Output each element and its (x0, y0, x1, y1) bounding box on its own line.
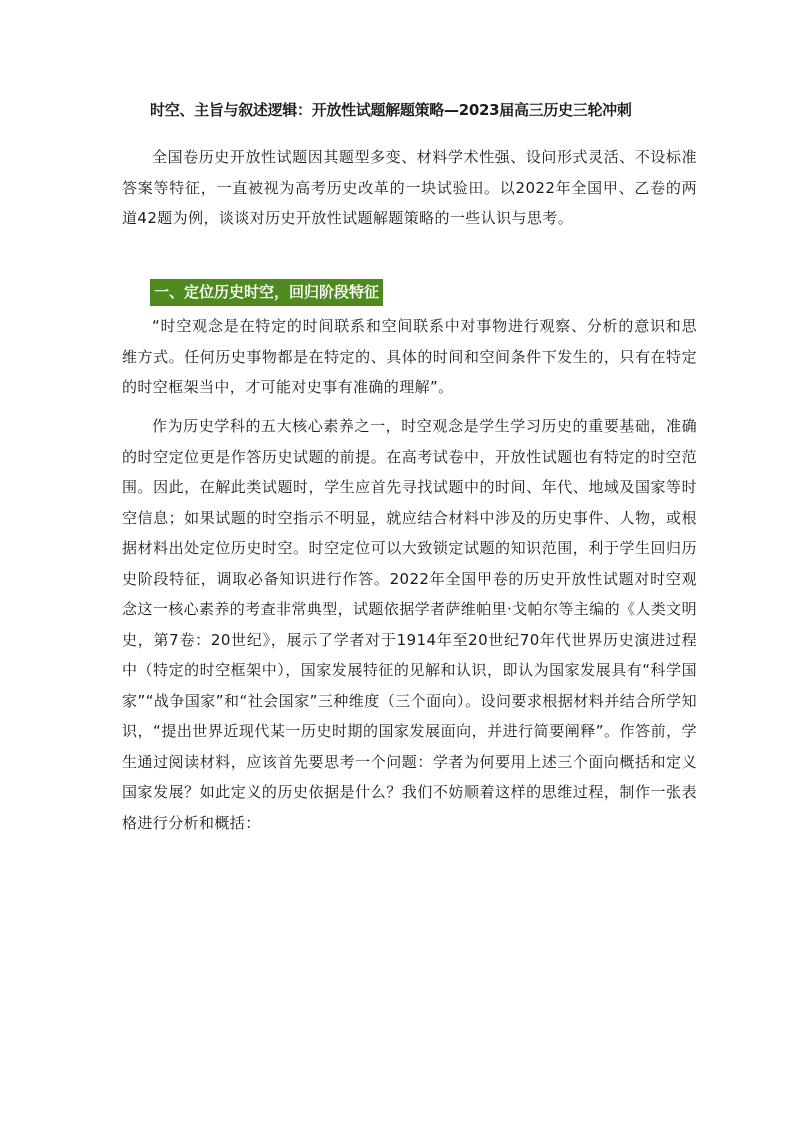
document-title: 时空、主旨与叙述逻辑：开放性试题解题策略—2023届高三历史三轮冲刺 (150, 101, 632, 119)
body-paragraph: 作为历史学科的五大核心素养之一，时空观念是学生学习历史的重要基础，准确的时空定位更是作答历史试题的前提。在高考试卷中，开放性试题也有特定的时空范围。因此，在解此类试题时，学生应首先寻找试题中的时间、年代、地域及国家等时空信息；如果试题的时空指示不明显，就应结合材料中涉及的历史事件、人物，或根据材料出处定位历史时空。时空定位可以大致锁定试题的知识范围，利于学生回归历史阶段特征，调取必备知识进行作答。2022年全国甲卷的历史开放性试题对时空观念这一核心素养的考查非常典型，试题依据学者萨维帕里·戈帕尔等主编的《人类文明史，第7卷：20世纪》，展示了学者对于1914年至20世纪70年代世界历史演进过程中（特定的时空框架中），国家发展特征的见解和认识，即认为国家发展具有“科学国家”“战争国家”和“社会国家”三种维度（三个面向）。设问要求根据材料并结合所学知识，“提出世界近现代某一历史时期的国家发展面向，并进行简要阐释”。作答前，学生通过阅读材料，应该首先要思考一个问题：学者为何要用上述三个面向概括和定义国家发展？如此定义的历史依据是什么？我们不妨顺着这样的思维过程，制作一张表格进行分析和概括： (122, 417, 697, 832)
intro-paragraph: 全国卷历史开放性试题因其题型多变、材料学术性强、设问形式灵活、不设标准答案等特征，一直被视为高考历史改革的一块试验田。以2022年全国甲、乙卷的两道42题为例，谈谈对历史开放性试题解题策略的一些认识与思考。 (122, 148, 697, 227)
section-heading: 一、定位历史时空，回归阶段特征 (150, 279, 383, 306)
quote-paragraph: “时空观念是在特定的时间联系和空间联系中对事物进行观察、分析的意识和思维方式。任何历史事物都是在特定的、具体的时间和空间条件下发生的，只有在特定的时空框架当中，才可能对史事有准确的理解”。 (122, 317, 697, 396)
